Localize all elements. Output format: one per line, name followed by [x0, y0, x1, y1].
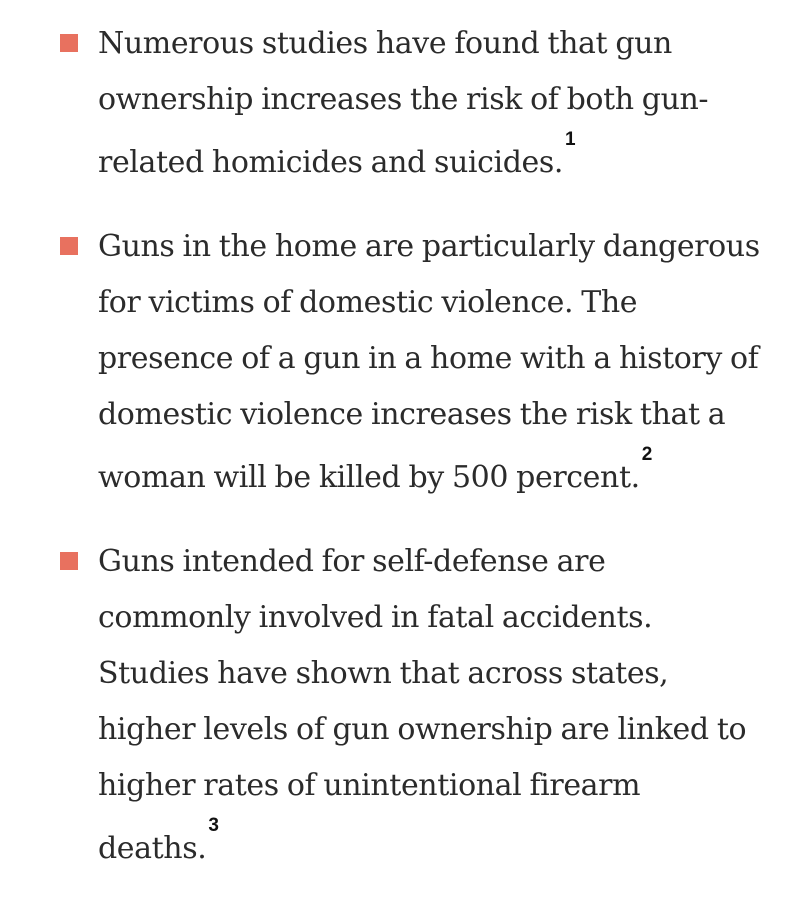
list-item [0, 219, 800, 506]
bullet-text-body: Guns intended for self-defense are commonly involved in fatal accidents. Studies have shown that across states, higher levels of gun ownership are linked to higher rates of unintentional firearm deaths. [98, 544, 747, 866]
bullet-text [98, 219, 760, 506]
footnote-link[interactable]: 3 [208, 815, 219, 836]
list-item [0, 16, 800, 191]
bullet-text [98, 534, 760, 877]
list-item [0, 534, 800, 877]
square-bullet-icon [60, 237, 78, 255]
footnote-link[interactable]: 2 [641, 444, 652, 465]
bullet-list [0, 16, 800, 905]
square-bullet-icon [60, 552, 78, 570]
bullet-text-body: Numerous studies have found that gun ownership increases the risk of both gun-related homicides and suicides. [98, 26, 709, 180]
square-bullet-icon [60, 34, 78, 52]
bullet-text [98, 16, 760, 191]
bullet-text-body: Guns in the home are particularly dangerous for victims of domestic violence. The presence of a gun in a home with a history of domestic violence increases the risk that a woman will be killed by 500 percent. [98, 229, 760, 495]
footnote-link[interactable]: 1 [564, 129, 576, 150]
